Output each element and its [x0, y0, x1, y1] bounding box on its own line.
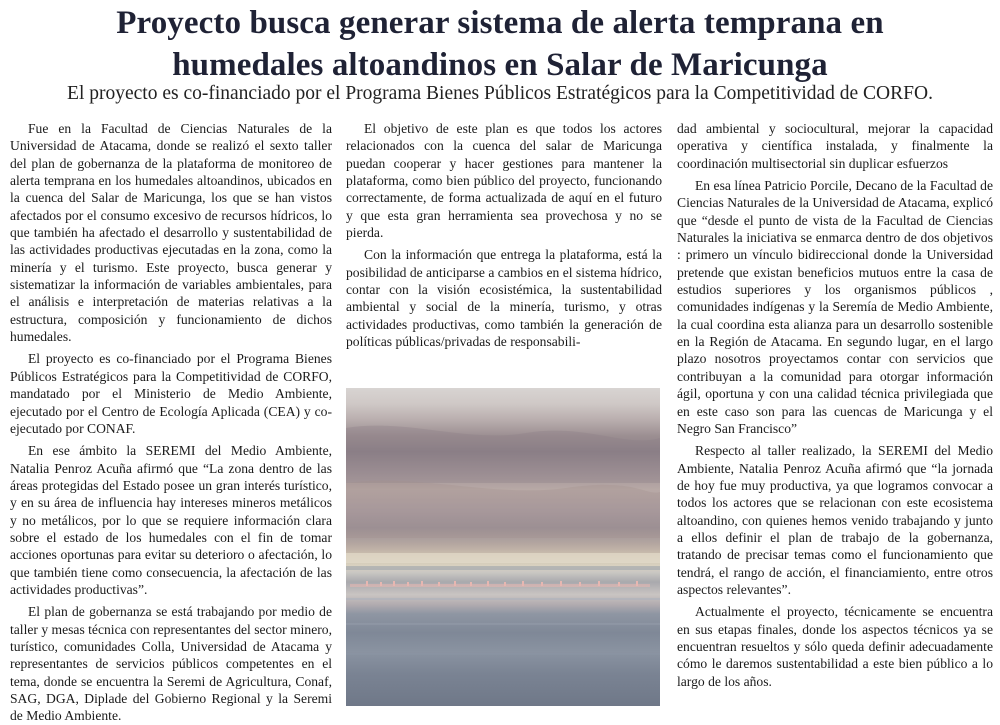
- photo-illustration: [346, 388, 660, 706]
- salt-flat-band: [346, 553, 660, 563]
- paragraph: El plan de gobernanza se está trabajando por medio de taller y mesas técnica con representantes del sector minero, turístico, comunidades Colla, Universidad de Atacama y representantes de servicios públicos competentes en el tema, donde se encuentra la Seremi de Agricultura, Conaf, SAG, DGA, Diplade del Gobierno Regional y la Seremi de Medio Ambiente.: [10, 604, 332, 724]
- paragraph: Con la información que entrega la plataforma, está la posibilidad de anticiparse a cambios en el sistema hídrico, contar con la visión ecosistémica, la sustentabilidad ambiental y social de la minería, turismo, y otras actividades productivas, como también la generación de políticas públicas/privadas de responsabili-: [346, 247, 662, 350]
- shoreline: [346, 566, 660, 570]
- article-headline: [0, 2, 1000, 86]
- article-subtitle: El proyecto es co-financiado por el Programa Bienes Públicos Estratégicos para la Competitividad de CORFO.: [67, 83, 933, 104]
- article-column-3: [677, 120, 993, 695]
- water-ripple: [346, 623, 660, 625]
- mountain-shade: [346, 426, 660, 483]
- flamingo-flock: [350, 581, 650, 587]
- paragraph: En esa línea Patricio Porcile, Decano de la Facultad de Ciencias Naturales de la Universidad de Atacama, explicó que “desde el punto de vista de la Facultad de Ciencias Naturales la iniciativa se enmarca dentro de dos objetivos : primero un vínculo bidireccional donde la Universidad pretende que existan beneficios mutuos entre la casa de estudios superiores y los organismos públicos , comunidades indígenas y la Seremía de Medio Ambiente, la cual coordina esta alianza para un desarrollo sostenible en la Región de Atacama. En segundo lugar, en el largo plazo nosotros proyectamos contar con servicios que contribuyan a la comunidad para otorgar información ágil, oportuna y con una calidad técnica privilegiada que en este caso son para las cuencas de Maricunga y el Negro San Francisco”: [677, 178, 993, 436]
- salar-landscape-photo: [346, 388, 660, 706]
- paragraph: El proyecto es co-financiado por el Programa Bienes Públicos Estratégicos para la Competitividad de CORFO, mandatado por el Ministerio de Medio Ambiente, ejecutado por el Centro de Ecología Aplicada (CEA) y co- ejecutado por CONAF.: [10, 351, 332, 436]
- water-ripple: [346, 598, 660, 600]
- paragraph: Fue en la Facultad de Ciencias Naturales de la Universidad de Atacama, donde se realizó el sexto taller del plan de gobernanza de la plataforma de monitoreo de alerta temprana en los humedales altoandinos, ubicados en la cuenca del Salar de Maricunga, los que se han vistos afectados por el consumo excesivo de recursos hídricos, lo que también ha afectado el desarrollo y sustentabilidad de las actividades productivas ejecutadas en la zona, como la minería y el turismo. Este proyecto, busca generar y sistematizar la información de variables ambientales, para el análisis e interpretación de materias relativas a la estructura, composición y funcionamiento de dichos humedales.: [10, 121, 332, 345]
- paragraph: Respecto al taller realizado, la SEREMI del Medio Ambiente, Natalia Penroz Acuña afirmó que “la jornada de hoy fue muy productiva, ya que logramos convocar a todos los actores que se relacionan con este ecosistema altoandino, con quienes hemos venido trabajando y junto a ellos definir el plan de trabajo de la gobernanza, tratando de precisar temas como el funcionamiento que tendrá, el rango de acción, el financiamiento, entre otros aspectos relevantes”.: [677, 443, 993, 597]
- article-column-1: [10, 120, 332, 725]
- paragraph-continued: dad ambiental y sociocultural, mejorar la capacidad operativa y científica instalada, y finalmente la coordinación multisectorial sin duplicar esfuerzos: [677, 121, 993, 171]
- paragraph: En ese ámbito la SEREMI del Medio Ambiente, Natalia Penroz Acuña afirmó que “La zona dentro de las áreas protegidas del Estado posee un gran interés turístico, y en su área de influencia hay intereses mineros metálicos y no metálicos, por lo que se requiere información clara sobre el estado de los humedales con el fin de tomar acciones oportunas para evitar su deterioro o afectación, lo que también tiene como consecuencia, la afectación de las actividades productivas”.: [10, 443, 332, 597]
- hillside: [346, 481, 660, 538]
- paragraph: Actualmente el proyecto, técnicamente se encuentra en sus etapas finales, donde los aspectos técnicos ya se encuentran resueltos y sólo queda definir adecuadamente cómo le daremos sustentabilidad a este bien público a lo largo de los años.: [677, 604, 993, 689]
- paragraph: El objetivo de este plan es que todos los actores relacionados con la cuenca del salar de Maricunga puedan cooperar y hacer gestiones para mantener la plataforma, como bien público del proyecto, funcionando correctamente, de forma actualizada de aquí en el futuro y que esta gran herramienta sea provechosa y no se pierda.: [346, 121, 662, 241]
- water-ripple: [346, 653, 660, 655]
- headline-line-1: Proyecto busca generar sistema de alerta temprana en: [116, 5, 884, 41]
- headline-line-2: humedales altoandinos en Salar de Maricunga: [172, 47, 828, 83]
- article-column-2: [346, 120, 662, 355]
